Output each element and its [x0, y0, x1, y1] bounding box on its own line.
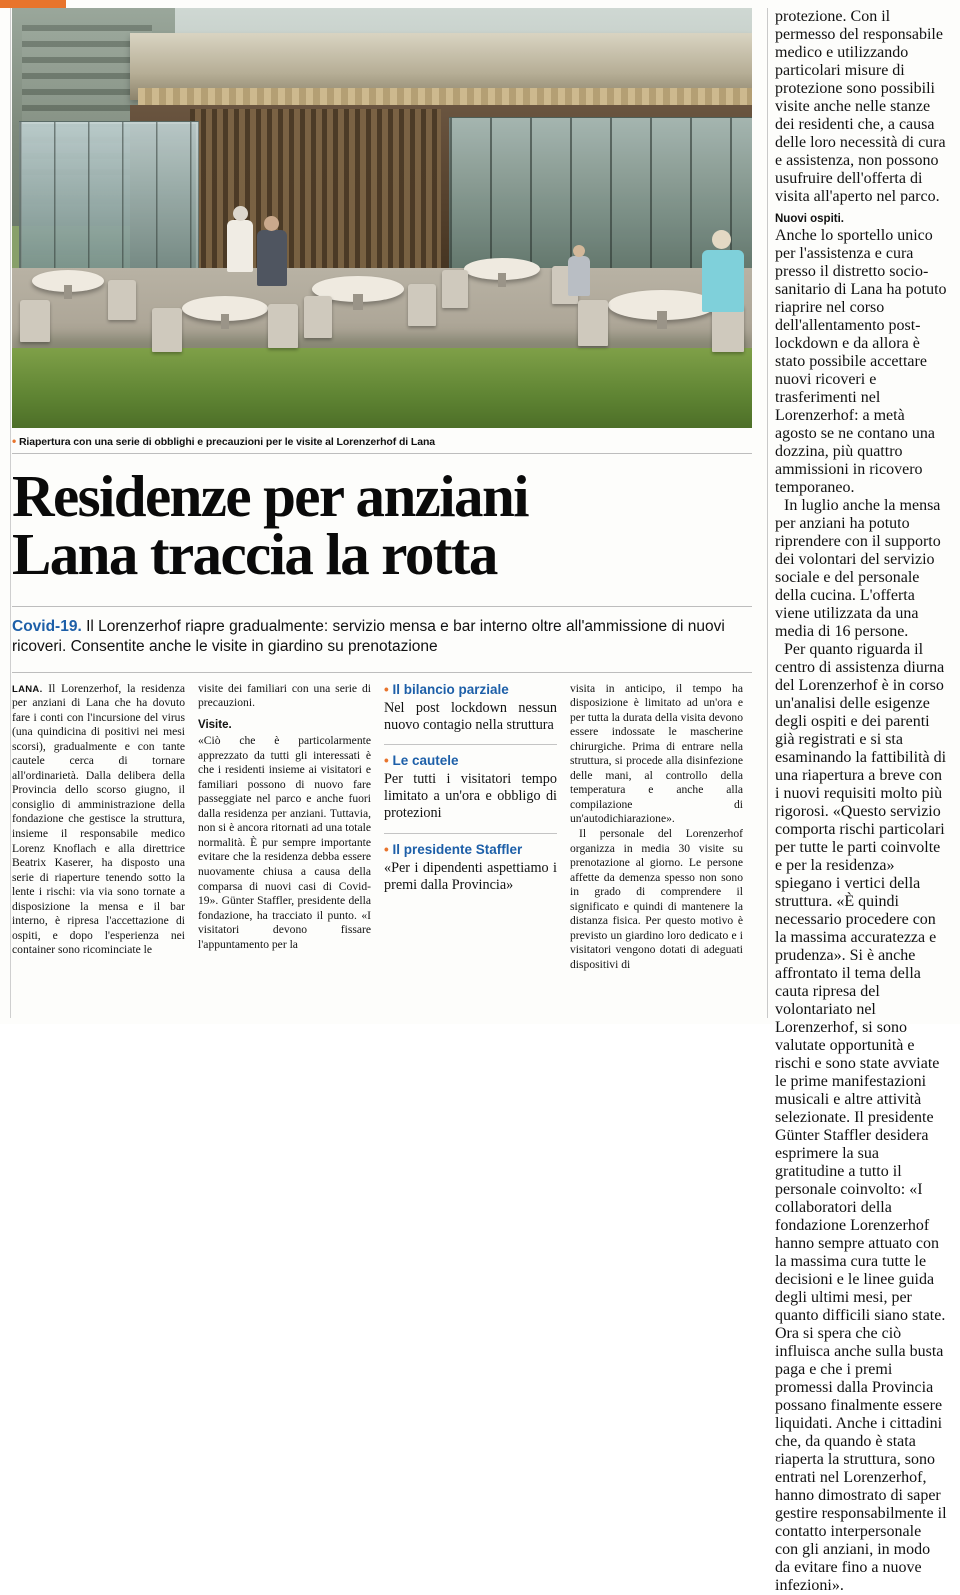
pullout-3: [384, 842, 557, 894]
caption-text: Riapertura con una serie di obblighi e precauzioni per le visite al Lorenzerhof di Lana: [18, 436, 435, 448]
standfirst-text: Il Lorenzerhof riapre gradualmente: servizio mensa e bar interno oltre all'ammissione di nuovi ricoveri. Consentite anche le visite in giardino su prenotazione: [12, 617, 725, 656]
photo-glass-left: [19, 121, 199, 274]
photo-chair: [108, 280, 136, 320]
photo-caption: [12, 434, 764, 448]
page-content: [12, 8, 948, 1594]
body-column-1: [12, 682, 185, 973]
article-standfirst: [12, 617, 740, 658]
photo-table: [464, 258, 540, 280]
photo-table: [608, 290, 716, 320]
pullout-separator: [384, 833, 557, 834]
pullout-title-text: Le cautele: [392, 752, 459, 768]
photo-person-head: [233, 206, 248, 221]
paragraph: In luglio anche la mensa per anziani ha potuto riprendere con il supporto dei volontari del servizio sociale e del personale della cucina. L'offerta viene utilizzata da una media di 16 persone.: [775, 497, 941, 640]
pullout-2: [384, 753, 557, 823]
pullout-1: [384, 682, 557, 734]
paragraph: Anche lo sportello unico per l'assistenza e cura presso il distretto socio-sanitario di Lana ha potuto riaprire nel corso dell'allentamento post-lockdown e da allora è stato possibile accettare nuovi ricoveri e trasferimenti nel Lorenzerhof: a metà agosto se ne contano una dozzina, più quattro ammissioni in ricovero temporaneo.: [775, 227, 947, 496]
pullout-separator: [384, 744, 557, 745]
paragraph: «Ciò che è particolarmente apprezzato da tutti gli interessati è che i residenti insieme ai visitatori e familiari possono di nuovo fare passeggiate nel parco e anche fuori dalla residenza per anziani. Tuttavia, non si è ancora ritornati ad una totale normalità. È pur sempre importante evitare che la residenza debba essere nuovamente chiusa a causa della comparsa di nuovi casi di Covid-19». Günter Staffler, presidente della fondazione, ha tracciato il punto. «I visitatori devono fissare l'appuntamento per la: [198, 734, 371, 951]
pullout-bullet-icon: •: [384, 752, 389, 768]
body-column-4: [570, 682, 743, 973]
pullout-title: [384, 753, 557, 768]
photo-chair: [442, 270, 468, 308]
photo-chair: [304, 296, 332, 338]
photo-chair: [578, 300, 608, 346]
paragraph: protezione. Con il permesso del responsabile medico e utilizzando particolari misure di protezione sono possibili visite anche nelle stanze dei residenti che, a causa delle loro necessità di cura e assistenza, non possono usufruire dell'offerta di visita all'aperto nel parco.: [775, 8, 946, 205]
pullout-title-text: Il presidente Staffler: [392, 841, 523, 857]
left-margin-rule: [10, 8, 11, 1018]
pullout-title: [384, 842, 557, 857]
paragraph: Per quanto riguarda il centro di assistenza diurna del Lorenzerhof è in corso un'analisi delle esigenze degli ospiti e dei parenti già registrati e si sta esaminando la fattibilità di una riapertura a breve con i nuovi requisiti molto più rigorosi. «Questo servizio comporta rischi particolari per tutte le parti coinvolte e per la residenza» spiegano i vertici della struttura. «È quindi necessario procedere con la massima accuratezza e prudenza». Si è anche affrontato il tema della cauta ripresa del volontariato nel Lorenzerhof, si sono valutate opportunità e rischi e sono state avviate le prime manifestazioni musicali e altre attività selezionate. Il presidente Günter Staffler desidera esprimere la sua gratitudine a tutto il personale coinvolto: «I collaboratori della fondazione Lorenzerhof hanno sempre attuato con la massima cura tutte le decisioni e le linee guida degli ultimi mesi, per quanto difficili siano state. Ora si spera che ciò influisca anche sulla busta paga e che i premi promessi dalla Provincia possano finalmente essere liquidati. Anche i cittadini che, da quando è stata riaperta la struttura, sono entrati nel Lorenzerhof, hanno dimostrato di saper gestire responsabilmente il contatto interpersonale con gli anziani, in modo da evitare fino a nuove infezioni».: [775, 641, 947, 1594]
pullout-title-text: Il bilancio parziale: [392, 681, 509, 697]
photo-chair: [152, 308, 182, 352]
paragraph: visite dei familiari con una serie di precauzioni.: [198, 681, 371, 710]
caption-bullet-icon: •: [12, 434, 17, 448]
photo-person-head: [573, 245, 585, 257]
photo-lawn: [12, 348, 752, 428]
paragraph: Il personale del Lorenzerhof organizza in media 30 visite su prenotazione al giorno. Le persone affette da demenza spesso non sono in grado di comprendere il significato e quindi di mantenere la distanza fisica. Per questo motivo è previsto un giardino loro dedicato e i visitatori vengono dotati di adeguati dispositivi di: [570, 827, 743, 971]
body-column-2: [198, 682, 371, 973]
pullout-text: Nel post lockdown nessun nuovo contagio nella struttura: [384, 699, 557, 733]
photo-person: [257, 230, 287, 286]
photo-table: [182, 296, 268, 321]
pullout-text: «Per i dipendenti aspettiamo i premi dalla Provincia»: [384, 859, 557, 893]
photo-person: [568, 256, 590, 296]
section-heading-visite: Visite.: [198, 718, 232, 731]
photo-chair: [20, 300, 50, 342]
body-column-3-pullouts: [384, 682, 557, 973]
section-heading-nuovi-ospiti: Nuovi ospiti.: [775, 213, 844, 225]
photo-illustration: [12, 8, 752, 428]
photo-table: [32, 270, 104, 292]
article-body-columns: [12, 682, 754, 973]
corner-marker: [0, 0, 66, 8]
article-photo: [12, 8, 752, 428]
photo-person-head: [264, 216, 279, 231]
pullout-text: Per tutti i visitatori tempo limitato a un'ora e obbligo di protezioni: [384, 771, 557, 822]
paragraph-text: Il Lorenzerhof, la residenza per anziani di Lana che ha dovuto fare i conti con l'incursione del virus (una quindicina di positivi nei mesi scorsi), gradualmente e con tante cautele cerca di tornare all'ordinarietà. Dalla delibera della Provincia dello scorso giugno, il consiglio di amministrazione della fondazione che gestisce la struttura, insieme il responsabile medico Lorenz Knoflach e alla direttrice Beatrix Kaserer, ha disposto una serie di riaperture tenendo sotto la lente i rischi: via via sono tornate a disposizione la mensa e il bar interno, è ripresa l'accettazione di ospiti, e dopo l'esperienza nei container sono ricominciate le: [12, 681, 185, 957]
photo-person-head: [712, 230, 731, 249]
photo-person: [702, 250, 744, 312]
paragraph: [12, 682, 185, 958]
column-separator: [767, 8, 768, 1018]
dateline: LANA.: [12, 683, 43, 695]
photo-chair: [268, 304, 298, 348]
standfirst-kicker: Covid-19.: [12, 617, 82, 635]
body-column-5: [775, 8, 948, 1595]
standfirst-rule: [12, 672, 752, 673]
pullout-bullet-icon: •: [384, 841, 389, 857]
photo-person: [227, 220, 253, 272]
page-title: [12, 463, 752, 587]
caption-rule: [12, 453, 752, 454]
pullout-title: [384, 682, 557, 697]
paragraph: visita in anticipo, il tempo ha disposizione è limitato ad un'ora e per tutta la durata della visita devono essere indossate le mascherine chirurgiche. Prima di entrare nella struttura, si procede alla disinfezione delle mani, al controllo della temperatura e anche alla compilazione di un'autodichiarazione».: [570, 681, 743, 826]
photo-chair: [408, 284, 436, 326]
main-article-zone: [12, 8, 764, 972]
headline-line-2: Lana traccia la rotta: [12, 520, 497, 587]
pullout-bullet-icon: •: [384, 681, 389, 697]
headline-line-1: Residenze per anziani: [12, 463, 528, 529]
headline-rule: [12, 606, 752, 607]
